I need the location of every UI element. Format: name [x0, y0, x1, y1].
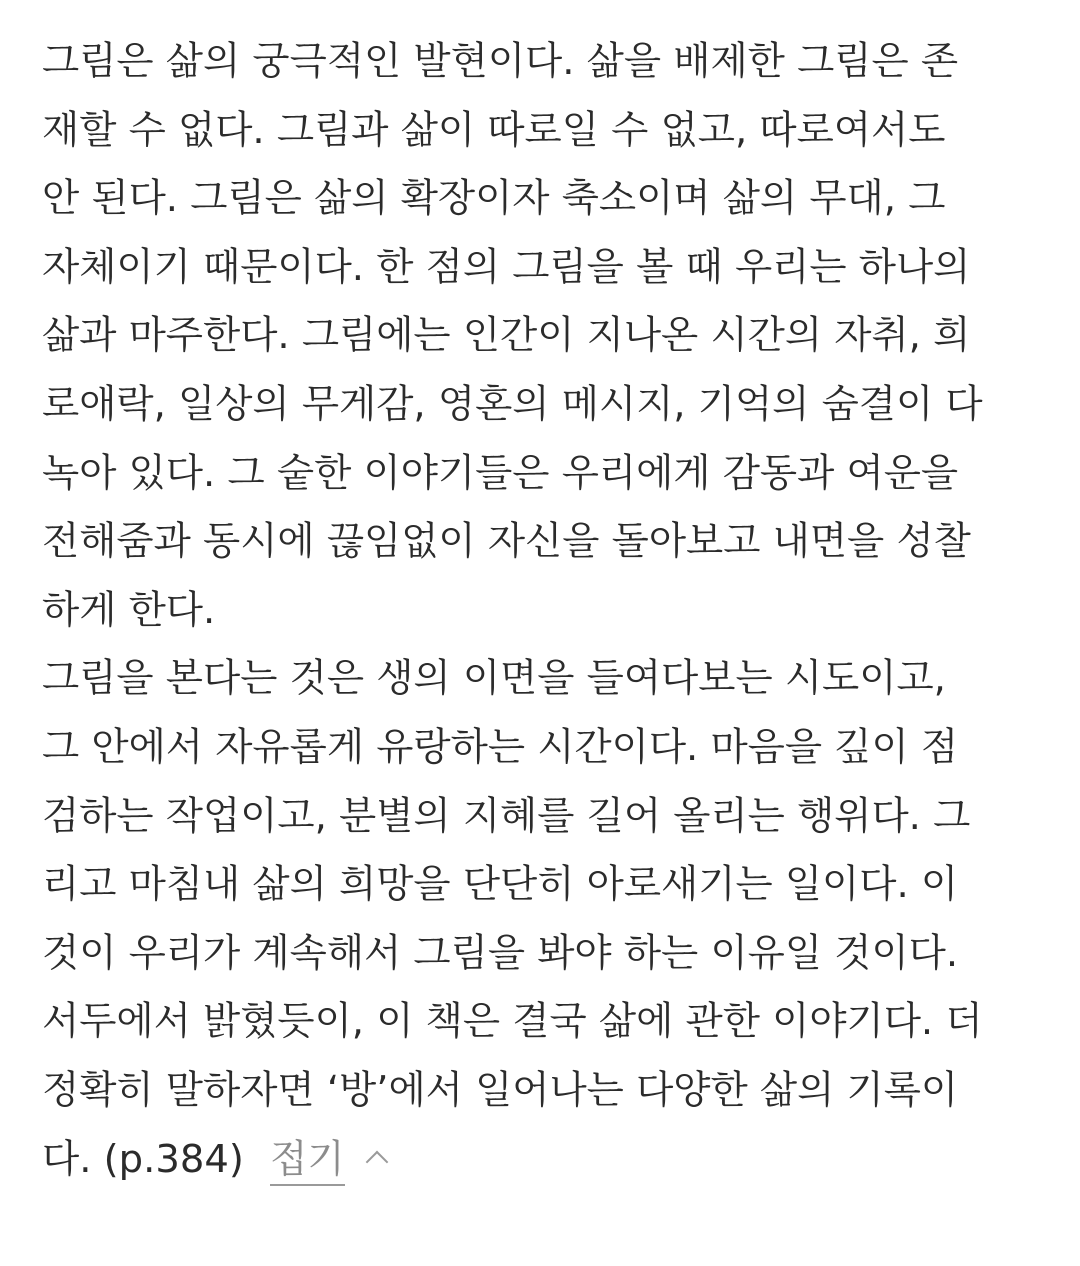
passage-line: 녹아 있다. 그 숱한 이야기들은 우리에게 감동과 여운을 — [42, 450, 959, 496]
passage-line: 하게 한다. — [42, 587, 216, 633]
passage-line: 그림은 삶의 궁극적인 발현이다. 삶을 배제한 그림은 존 — [42, 39, 959, 84]
passage-line: 정확히 말하자면 ‘방’에서 일어나는 다양한 삶의 기록이 — [42, 1067, 959, 1113]
passage-line-text: 다. (p.384) — [42, 1136, 244, 1182]
passage-line: 안 된다. 그림은 삶의 확장이자 축소이며 삶의 무대, 그 — [42, 176, 946, 222]
passage-line: 재할 수 없다. 그림과 삶이 따로일 수 없고, 따로여서도 — [42, 107, 946, 153]
passage-line: 전해줌과 동시에 끊임없이 자신을 돌아보고 내면을 성찰 — [42, 519, 971, 565]
passage-line: 서두에서 밝혔듯이, 이 책은 결국 삶에 관한 이야기다. 더 — [42, 999, 983, 1045]
passage-line: 리고 마침내 삶의 희망을 단단히 아로새기는 일이다. 이 — [42, 862, 959, 908]
passage-line: 삶과 마주한다. 그림에는 인간이 지나온 시간의 자취, 희 — [42, 313, 971, 359]
quote-passage — [42, 28, 1042, 1194]
passage-line: 로애락, 일상의 무게감, 영혼의 메시지, 기억의 숨결이 다 — [42, 381, 983, 427]
passage-line: 그림을 본다는 것은 생의 이면을 들여다보는 시도이고, — [42, 656, 946, 702]
passage-line: 자체이기 때문이다. 한 점의 그림을 볼 때 우리는 하나의 — [42, 244, 971, 290]
fold-button[interactable] — [270, 1126, 385, 1195]
passage-line: 것이 우리가 계속해서 그림을 봐야 하는 이유일 것이다. — [42, 930, 959, 976]
passage-line: 그 안에서 자유롭게 유랑하는 시간이다. 마음을 깊이 점 — [42, 724, 959, 770]
fold-label[interactable]: 접기 — [270, 1137, 344, 1186]
chevron-up-icon[interactable] — [365, 1150, 388, 1173]
passage-line: 검하는 작업이고, 분별의 지혜를 길어 올리는 행위다. 그 — [42, 793, 971, 839]
passage-last-line — [42, 1126, 1042, 1195]
